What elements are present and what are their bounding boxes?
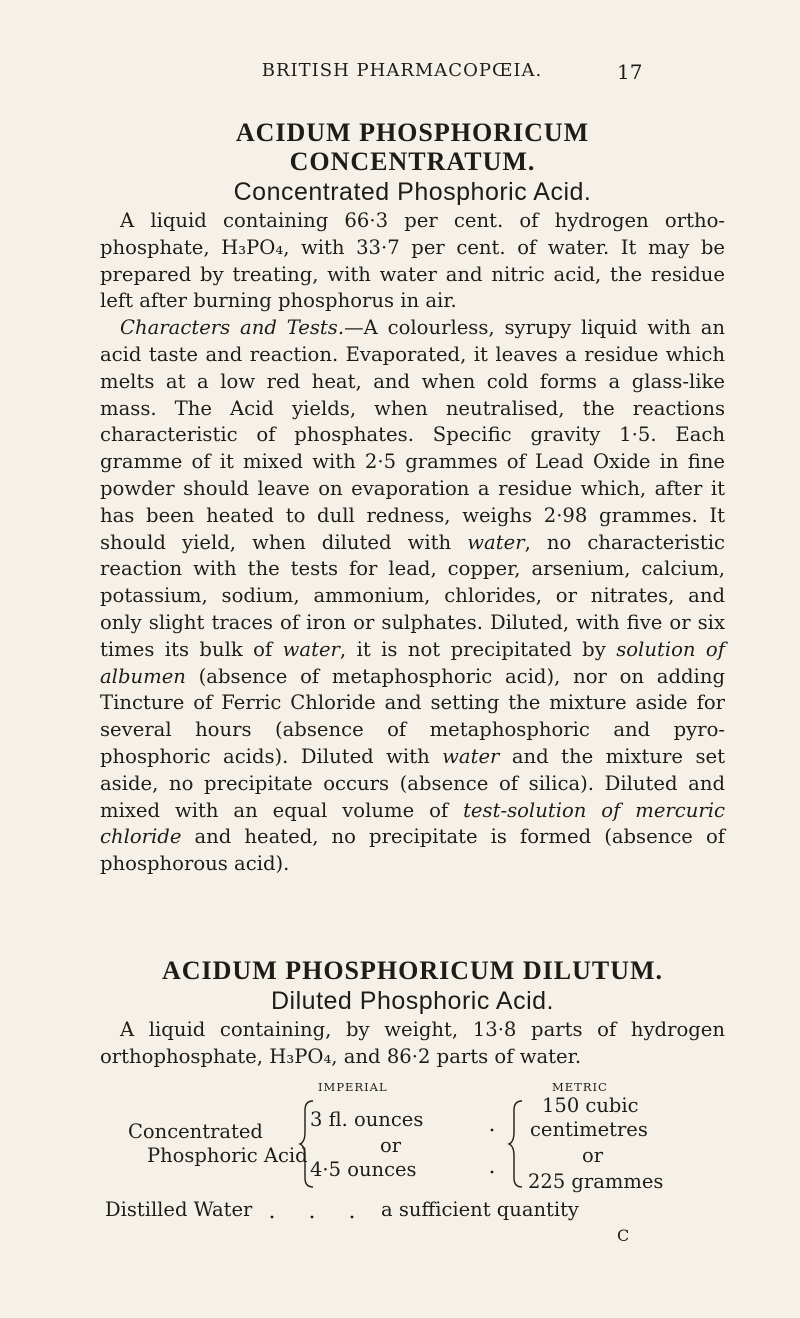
tests-emphasis: water [282, 637, 340, 661]
definition-text-cont: , and 86·2 parts of water. [331, 1044, 582, 1068]
metric-quantity-weight: 225 grammes [528, 1170, 664, 1193]
running-head: BRITISH PHARMACOPŒIA. [261, 60, 543, 81]
monograph-title-latin-2: ACIDUM PHOSPHORICUM DILUTUM. [161, 956, 664, 985]
characters-tests-paragraph [100, 315, 725, 878]
latin-title-line1: ACIDUM PHOSPHORICUM [235, 118, 590, 147]
leader-dots-col1 [488, 1098, 498, 1190]
tests-text: —A colourless, syrupy liquid with an acid taste and reaction. Evaporated, it leaves a residue which melts at a low red heat, and when cold forms a glass-like mass. The Acid yields, when neutralised, the reactions characteristic of phosphates. Specific gravity 1·5. Each gramme of it mixed with 2·5 grammes of Lead Oxide in fine powder should leave on evaporation a residue which, after it has been heated to dull redness, weighs 2·98 grammes. It should yield, when diluted with [100, 316, 725, 554]
tests-text: (absence of metaphosphoric acid), nor on adding Tincture of Ferric Chloride and setting the mixture aside for several hours (absence of metaphosphoric and pyro-phosphoric acids). Diluted with [100, 664, 725, 768]
imperial-quantity-weight: 4·5 ounces [310, 1158, 417, 1181]
imperial-quantity-volume: 3 fl. ounces [310, 1108, 424, 1131]
tests-text: , it is not precipitated by [339, 637, 617, 661]
chemical-formula: H₃PO₄ [269, 1044, 332, 1068]
metric-quantity-volume: 150 cubic [542, 1094, 639, 1117]
monograph-title-english: Concentrated Phosphoric Acid. [233, 178, 592, 206]
tests-text: and heated, no precipitate is formed (absence of phosphorous acid). [100, 825, 725, 876]
chemical-formula: H₃PO₄ [221, 235, 284, 259]
tests-emphasis: water [442, 744, 500, 768]
imperial-or: or [380, 1134, 402, 1157]
definition-paragraph [100, 208, 725, 315]
water-quantity: a sufficient quantity [381, 1198, 579, 1221]
definition-text-cont: , with 33·7 per cent. of water. It may be prepared by treating, with water and nitric acid, the residue left after burning phosphorus in air. [100, 235, 725, 313]
monograph-title-english-2: Diluted Phosphoric Acid. [271, 987, 554, 1015]
signature-mark: C [617, 1226, 630, 1245]
ingredient-name-line2: Phosphoric Acid [147, 1144, 308, 1167]
column-header-metric: METRIC [552, 1080, 608, 1094]
ingredient-name-water: Distilled Water [105, 1198, 253, 1221]
definition-text: A liquid containing 66·3 per cent. of hydrogen ortho-phosphate, [100, 209, 725, 259]
page-number: 17 [617, 60, 643, 84]
tests-text: and the mixture set aside, no precipitate occurs (absence of silica). Diluted and mixed with an equal volume of [100, 744, 725, 822]
tests-text: , no characteristic reaction with the tests for lead, copper, arsenium, calcium, potassium, sodium, ammonium, chlorides, or nitrates, and only slight traces of iron or sulphates. Diluted, with five or six times its bulk of [100, 530, 725, 661]
definition-paragraph-2 [100, 1017, 725, 1071]
tests-emphasis: test-solution of mercuric chloride [100, 798, 725, 849]
leader-dots-row2 [268, 1198, 368, 1224]
latin-title-line2: CONCENTRATUM. [289, 147, 536, 176]
metric-or: or [582, 1144, 604, 1167]
section-concentrated-acid [100, 118, 725, 878]
bracket-right [507, 1098, 527, 1190]
tests-heading: Characters and Tests. [120, 316, 345, 340]
monograph-title-latin [100, 118, 725, 176]
column-header-imperial: IMPERIAL [318, 1080, 388, 1094]
ingredient-name-line1: Concentrated [128, 1120, 263, 1143]
tests-emphasis: water [467, 530, 525, 554]
section-diluted-acid [100, 956, 725, 1071]
definition-text: A liquid containing, by weight, 13·8 parts of hydrogen orthophosphate, [100, 1018, 725, 1068]
metric-unit: centimetres [530, 1118, 648, 1141]
tests-emphasis: solution of albumen [100, 637, 725, 688]
